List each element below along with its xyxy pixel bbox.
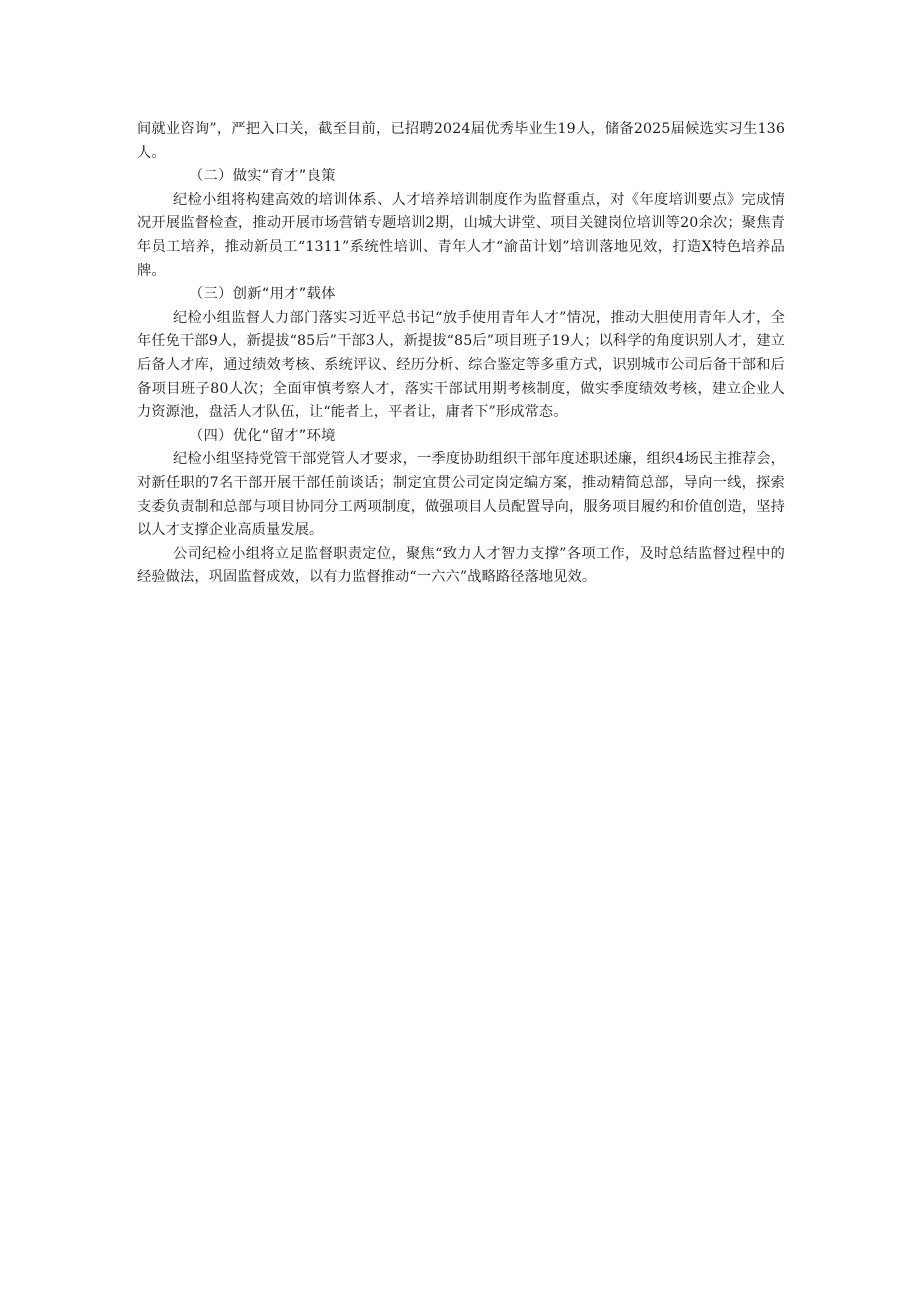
paragraph-recruitment-continued: 间就业咨询”，严把入口关，截至目前，已招聘2024届优秀毕业生19人，储备2025届候选实习生136人。 <box>137 121 785 161</box>
paragraph-retain: 纪检小组坚持党管干部党管人才要求，一季度协助组织干部年度述职述廉，组织4场民主推荐会，对新任职的7名干部开展干部任前谈话；制定宜贯公司定岗定编方案，推动精简总部，导向一线，探索支委负责制和总部与项目协同分工两项制度，做强项目人员配置导向，服务项目履约和价值创造，坚持以人才支撑企业高质量发展。 <box>137 451 785 539</box>
section-heading-cultivate: （二）做实“育才”良策 <box>189 168 336 185</box>
paragraph-utilize: 纪检小组监督人力部门落实习近平总书记“放手使用青年人才”情况，推动大胆使用青年人才，全年任免干部9人，新提拔“85后”干部3人，新提拔“85后”项目班子19人；以科学的角度识别人才，建立后备人才库，通过绩效考核、系统评议、经历分析、综合鉴定等多重方式，识别城市公司后备干部和后备项目班子80人次；全面审慎考察人才，落实干部试用期考核制度，做实季度绩效考核，建立企业人力资源池，盘活人才队伍，让“能者上，平者让，庸者下”形成常态。 <box>137 309 785 421</box>
section-heading-retain: （四）优化“留才”环境 <box>189 427 336 444</box>
paragraph-cultivate: 纪检小组将构建高效的培训体系、人才培养培训制度作为监督重点，对《年度培训要点》完成情况开展监督检查，推动开展市场营销专题培训2期，山城大讲堂、项目关键岗位培训等20余次；聚焦青年员工培养，推动新员工“1311”系统性培训、青年人才“渝苗计划”培训落地见效，打造X特色培养品牌。 <box>137 191 785 279</box>
document-body <box>137 118 785 590</box>
section-heading-utilize: （三）创新“用才”载体 <box>189 286 336 303</box>
paragraph-conclusion: 公司纪检小组将立足监督职责定位，聚焦“致力人才智力支撑”各项工作，及时总结监督过程中的经验做法，巩固监督成效，以有力监督推动“一六六”战略路径落地见效。 <box>137 545 785 586</box>
